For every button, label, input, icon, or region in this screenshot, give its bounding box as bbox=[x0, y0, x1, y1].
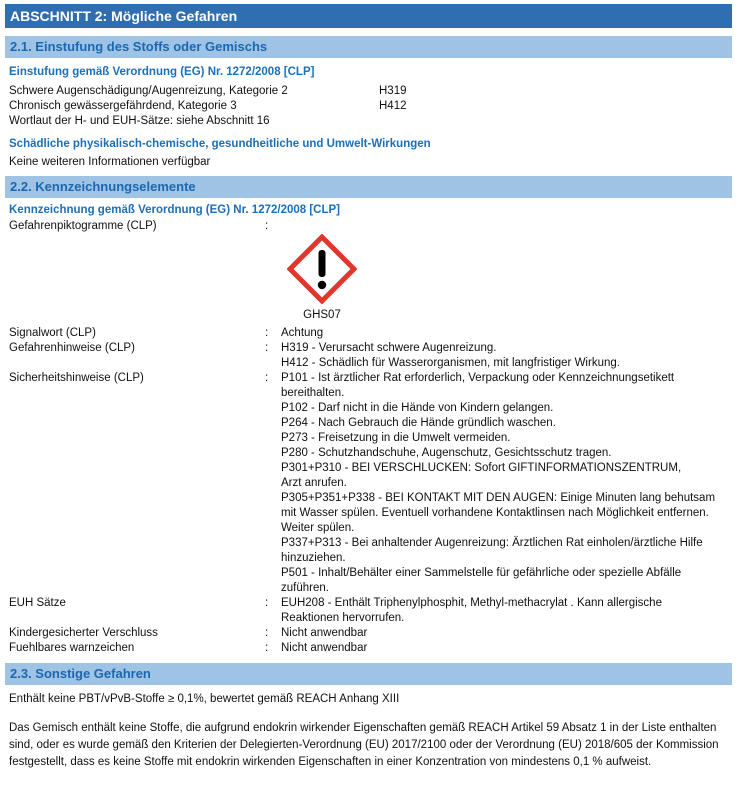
exclamation-mark-diamond-icon bbox=[287, 234, 357, 304]
euh-statement: EUH208 - Enthält Triphenylphosphit, Methyl-methacrylat . Kann allergische Reaktionen hervorrufen. bbox=[281, 597, 662, 624]
classification-code: H412 bbox=[379, 100, 407, 112]
effects-text: Keine weiteren Informationen verfügbar bbox=[9, 156, 211, 168]
separator: : bbox=[265, 642, 269, 654]
precautionary-statements-list bbox=[281, 371, 732, 596]
precautionary-statement: P264 - Nach Gebrauch die Hände gründlich waschen. bbox=[281, 417, 556, 429]
effects-heading: Schädliche physikalisch-chemische, gesundheitliche und Umwelt-Wirkungen bbox=[9, 138, 431, 150]
separator: : bbox=[265, 372, 269, 384]
hazard-statement: H412 - Schädlich für Wasserorganismen, mit langfristiger Wirkung. bbox=[281, 357, 620, 369]
precautionary-statement: P101 - Ist ärztlicher Rat erforderlich, Verpackung oder Kennzeichnungsetikett bereithalten. bbox=[281, 372, 675, 399]
separator: : bbox=[265, 627, 269, 639]
classification-row bbox=[5, 84, 732, 99]
sds-section-2 bbox=[5, 4, 732, 771]
precautionary-statements-label: Sicherheitshinweise (CLP) bbox=[9, 372, 144, 384]
precautionary-statement: P305+P351+P338 - BEI KONTAKT MIT DEN AUGEN: Einige Minuten lang behutsam mit Wasser spülen. Eventuell vorhandene Kontaktlinsen nach Möglichkeit entfernen. Weiter spülen. bbox=[281, 492, 716, 534]
classification-code: H319 bbox=[379, 85, 407, 97]
separator: : bbox=[265, 342, 269, 354]
pictogram-code: GHS07 bbox=[303, 309, 341, 321]
child-resistant-closure-label: Kindergesicherter Verschluss bbox=[9, 627, 158, 639]
child-resistant-closure-value: Nicht anwendbar bbox=[281, 627, 368, 639]
child-resistant-closure-row bbox=[5, 626, 732, 641]
euh-statements-row bbox=[5, 596, 732, 626]
separator: : bbox=[265, 597, 269, 609]
precautionary-statement: P301+P310 - BEI VERSCHLUCKEN: Sofort GIFTINFORMATIONSZENTRUM, Arzt anrufen. bbox=[281, 462, 682, 489]
euh-statements-label: EUH Sätze bbox=[9, 597, 66, 609]
hazard-statement: H319 - Verursacht schwere Augenreizung. bbox=[281, 342, 497, 354]
tactile-warning-value: Nicht anwendbar bbox=[281, 642, 368, 654]
classification-label: Schwere Augenschädigung/Augenreizung, Kategorie 2 bbox=[9, 85, 288, 97]
classification-heading: Einstufung gemäß Verordnung (EG) Nr. 1272/2008 [CLP] bbox=[9, 66, 315, 78]
tactile-warning-row bbox=[5, 641, 732, 656]
pictogram-row bbox=[5, 219, 732, 234]
separator: : bbox=[265, 220, 269, 232]
section-title: ABSCHNITT 2: Mögliche Gefahren bbox=[5, 4, 732, 28]
pbt-statement: Enthält keine PBT/vPvB-Stoffe ≥ 0,1%, bewertet gemäß REACH Anhang XIII bbox=[9, 693, 400, 705]
ghs07-pictogram bbox=[282, 234, 362, 322]
classification-label: Chronisch gewässergefährdend, Kategorie 3 bbox=[9, 100, 237, 112]
signal-word-label: Signalwort (CLP) bbox=[9, 327, 96, 339]
subsection-2-3-title: 2.3. Sonstige Gefahren bbox=[5, 663, 732, 685]
hazard-statements-list bbox=[281, 341, 732, 371]
separator: : bbox=[265, 327, 269, 339]
precautionary-statement: P501 - Inhalt/Behälter einer Sammelstelle für gefährliche oder spezielle Abfälle zuführen. bbox=[281, 567, 682, 594]
classification-row bbox=[5, 99, 732, 114]
subsection-2-1-title: 2.1. Einstufung des Stoffs oder Gemischs bbox=[5, 36, 732, 58]
signal-word-row bbox=[5, 326, 732, 341]
labelling-heading: Kennzeichnung gemäß Verordnung (EG) Nr. 1272/2008 [CLP] bbox=[9, 204, 341, 216]
subsection-2-2-title: 2.2. Kennzeichnungselemente bbox=[5, 176, 732, 198]
precautionary-statements-row bbox=[5, 371, 732, 596]
pictogram-label: Gefahrenpiktogramme (CLP) bbox=[9, 220, 157, 232]
tactile-warning-label: Fuehlbares warnzeichen bbox=[9, 642, 135, 654]
precautionary-statement: P280 - Schutzhandschuhe, Augenschutz, Gesichtsschutz tragen. bbox=[281, 447, 612, 459]
precautionary-statement: P273 - Freisetzung in die Umwelt vermeiden. bbox=[281, 432, 511, 444]
hazard-statements-row bbox=[5, 341, 732, 371]
precautionary-statement: P337+P313 - Bei anhaltender Augenreizung: Ärztlichen Rat einholen/ärztliche Hilfe hinzuziehen. bbox=[281, 537, 703, 564]
hazard-statements-label: Gefahrenhinweise (CLP) bbox=[9, 342, 135, 354]
endocrine-statement: Das Gemisch enthält keine Stoffe, die aufgrund endokrin wirkender Eigenschaften gemäß REACH Artikel 59 Absatz 1 in der Liste enthalten sind, oder es wurde gemäß den Kriterien der Delegierten-Verordnung (EU) 2017/2100 oder der Verordnung (EU) 2018/605 der Kommission festgestellt, dass es keine Stoffe mit endokrin wirkenden Eigenschaften in einer Konzentration von mindestens 0,1 % aufweist. bbox=[9, 722, 719, 768]
signal-word-value: Achtung bbox=[281, 327, 324, 339]
precautionary-statement: P102 - Darf nicht in die Hände von Kindern gelangen. bbox=[281, 402, 554, 414]
wording-note: Wortlaut der H- und EUH-Sätze: siehe Abschnitt 16 bbox=[9, 115, 270, 127]
